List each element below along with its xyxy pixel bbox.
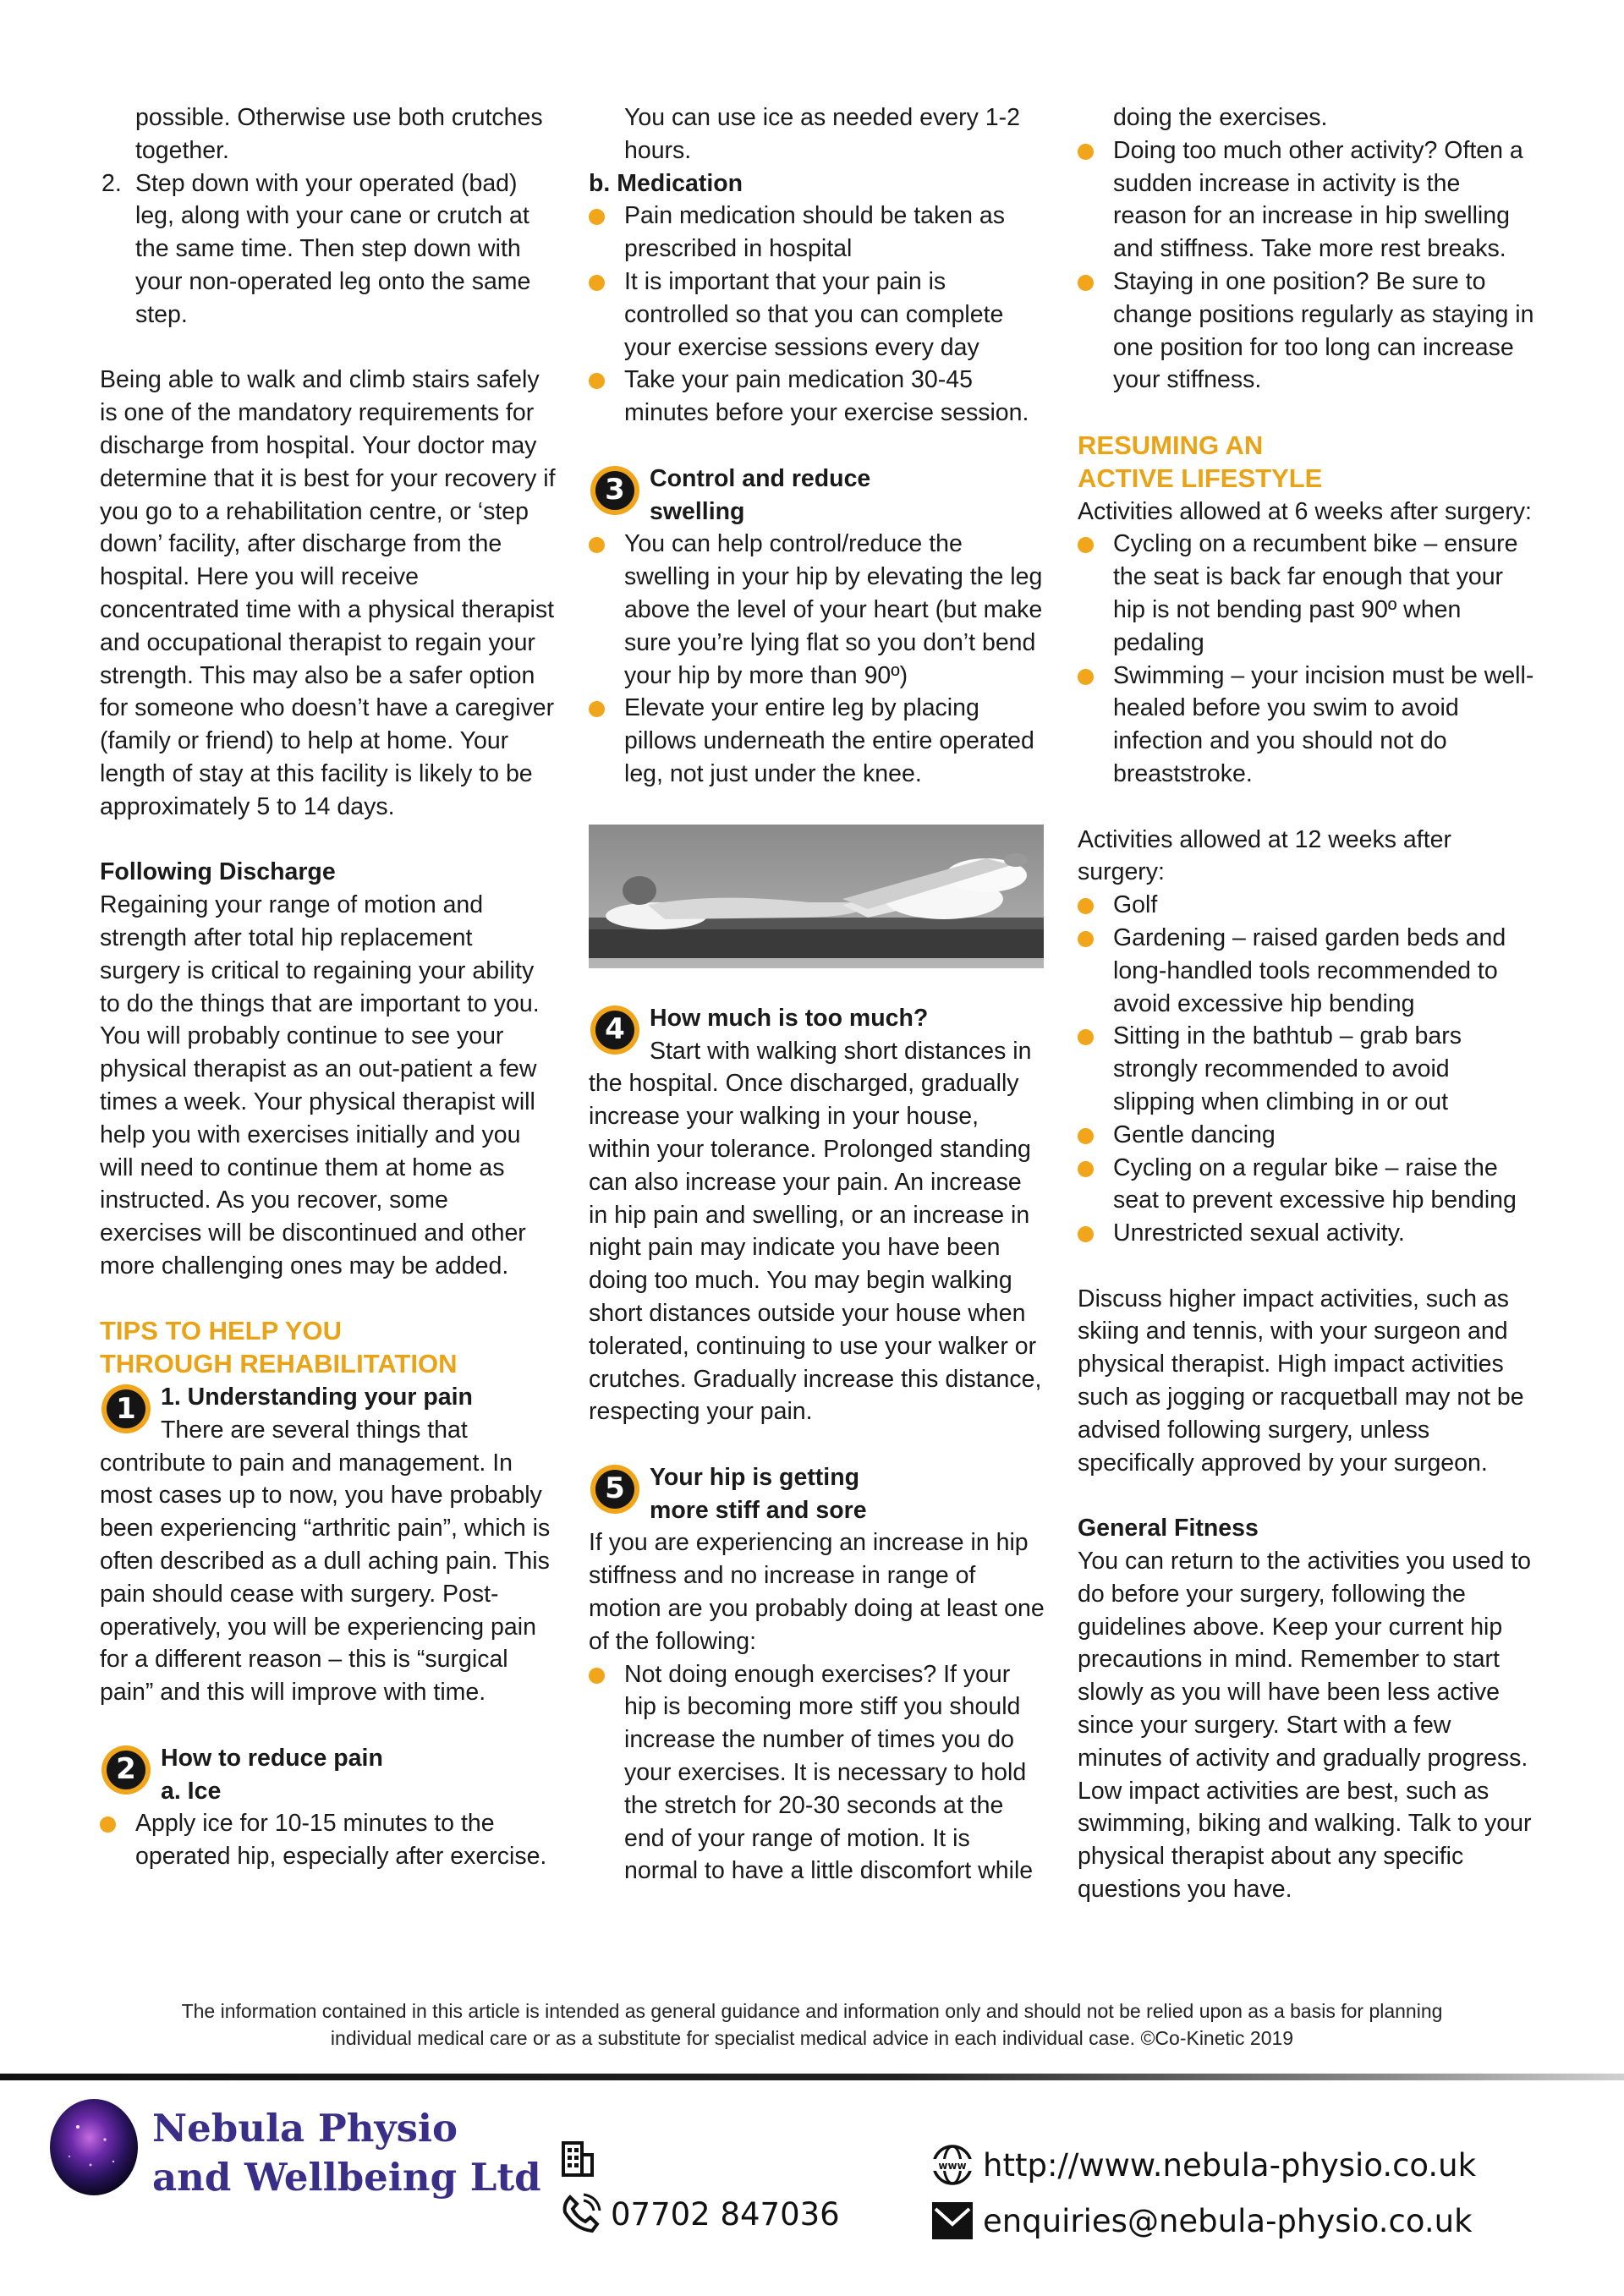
tip-number-icon: 2 xyxy=(102,1745,151,1795)
following-discharge-heading: Following Discharge xyxy=(100,858,336,886)
phone-number[interactable]: 07702 847036 xyxy=(611,2195,840,2233)
stairs-paragraph: Being able to walk and climb stairs safely is one of the mandatory requirements for discharge from hospital. Your doctor may determine that it is best for your recovery if you go to a rehabilitation centre, or ‘step down’ facility, after discharge from the hospital. Here you will receive concentrated time with a physical therapist and occupational therapist to regain your strength. This may also be a safer option for someone who doesn’t have a caregiver (family or friend) to help at home. Your length of stay at this facility is likely to be approximately 5 to 14 days. xyxy=(100,366,556,820)
brand-name: Nebula Physio and Wellbeing Ltd xyxy=(152,2106,541,2200)
general-fitness-text: You can return to the activities you used to do before your surgery, following the guidelines above. Keep your current hip precautions in mind. Remember to start slowly as you will have been less active since your surgery. Start with a few minutes of activity and gradually progress. Low impact activities are best, such as swimming, biking and walking. Talk to your physical therapist about any specific questions you have. xyxy=(1078,1548,1532,1904)
list-item: Unrestricted sexual activity. xyxy=(1078,1217,1534,1250)
email-link[interactable]: enquiries@nebula-physio.co.uk xyxy=(983,2202,1473,2239)
medication-label: b. Medication xyxy=(589,169,743,197)
tip-title: How to reduce pain xyxy=(161,1744,383,1772)
list-item: possible. Otherwise use both crutches together. xyxy=(135,104,543,164)
email-contact xyxy=(930,2199,1473,2243)
globe-icon xyxy=(930,2143,974,2187)
list-item: Swimming – your incision must be well-healed before you swim to avoid infection and you should not do breaststroke. xyxy=(1078,660,1534,791)
following-discharge-text: Regaining your range of motion and strength after total hip replacement surgery is critical to regaining your ability to do the things that are important to you. You will probably continue to see your physical therapist as an out-patient a few times a week. Your physical therapist will help you with exercises initially and you will need to continue them at home as instructed. As you recover, some exercises will be discontinued and other more challenging ones may be added. xyxy=(100,891,540,1280)
ice-continuation: You can use ice as needed every 1-2 hours. xyxy=(624,104,1020,164)
six-weeks-intro: Activities allowed at 6 weeks after surgery: xyxy=(1078,497,1532,525)
tip-title: Your hip is getting xyxy=(650,1463,860,1491)
tip-4: 4 How much is too much? Start with walking short distances in the hospital. Once discharged, gradually increase your walking in your house, within your tolerance. Prolonged standing can also increase your pain. An increase in hip pain and swelling, or an increase in night pain may indicate you have been doing too much. You may begin walking short distances outside your house when tolerated, continuing to use your walker or crutches. Gradually increase this distance, respecting your pain. xyxy=(589,1002,1045,1428)
list-item: Golf xyxy=(1078,889,1534,922)
tip-number-icon: 4 xyxy=(590,1006,639,1055)
list-item: Take your pain medication 30-45 minutes before your exercise session. xyxy=(589,364,1045,430)
building-icon xyxy=(558,2138,595,2178)
list-item: Gardening – raised garden beds and long-handled tools recommended to avoid excessive hip bending xyxy=(1078,922,1534,1020)
nebula-logo-icon xyxy=(44,2097,144,2197)
resuming-title: RESUMING AN ACTIVE LIFESTYLE xyxy=(1078,430,1323,493)
tip-1: 1 1. Understanding your pain There are several things that contribute to pain and management. In most cases up to now, you have probably been experiencing “arthritic pain”, which is often described as a dull aching pain. This pain should cease with surgery. Post-operatively, you will be experiencing pain for a different reason – this is “surgical pain” and this will improve with time. xyxy=(100,1381,557,1709)
tip-title: Control and reduce xyxy=(650,464,871,492)
tip-number-icon: 1 xyxy=(102,1384,151,1433)
tip-text: contribute to pain and management. In most cases up to now, you have probably been experiencing “arthritic pain”, which is often described as a dull aching pain. This pain should cease with surgery. Post-operatively, you will be experiencing pain for a different reason – this is “surgical pain” and this will improve with time. xyxy=(100,1449,551,1707)
website-link[interactable]: http://www.nebula-physio.co.uk xyxy=(983,2146,1477,2184)
list-item: Elevate your entire leg by placing pillows underneath the entire operated leg, not just under the knee. xyxy=(589,692,1045,790)
list-item: Doing too much other activity? Often a sudden increase in activity is the reason for an increase in hip swelling and stiffness. Take more rest breaks. xyxy=(1078,134,1534,266)
list-item: Gentle dancing xyxy=(1078,1119,1534,1152)
list-item: Pain medication should be taken as prescribed in hospital xyxy=(589,200,1045,266)
list-item: Cycling on a regular bike – raise the seat to prevent excessive hip bending xyxy=(1078,1152,1534,1218)
column-2 xyxy=(589,101,1045,1888)
list-item: Staying in one position? Be sure to change positions regularly as staying in one position for too long can increase your stiffness. xyxy=(1078,266,1534,397)
column-1 xyxy=(100,101,557,1873)
general-fitness-heading: General Fitness xyxy=(1078,1515,1259,1543)
high-impact-text: Discuss higher impact activities, such as skiing and tennis, with your surgeon and physical therapist. High impact activities such as jogging or racquetball may not be advised following surgery, unless specifically approved by your surgeon. xyxy=(1078,1285,1524,1477)
leg-elevation-photo xyxy=(589,825,1044,968)
tip-number-icon: 3 xyxy=(590,466,639,515)
list-item: Not doing enough exercises? If your hip is becoming more stiff you should increase the number of times you do your exercises. It is necessary to hold the stretch for 20-30 seconds at the end of your range of motion. It is normal to have a little discomfort while xyxy=(589,1658,1045,1888)
list-item: Cycling on a recumbent bike – ensure the seat is back far enough that your hip is not bending past 90º when pedaling xyxy=(1078,528,1534,659)
phone-icon xyxy=(558,2192,602,2236)
envelope-icon xyxy=(930,2199,974,2243)
medication-list xyxy=(589,200,1045,430)
continuation-text: doing the exercises. xyxy=(1113,104,1328,131)
tip-subtitle: a. Ice xyxy=(161,1777,222,1805)
column-3 xyxy=(1078,101,1534,1906)
website-contact xyxy=(930,2143,1476,2187)
tip-text: If you are experiencing an increase in hip stiffness and no increase in range of motion are you probably doing at least one of the following: xyxy=(589,1529,1045,1655)
twelve-weeks-intro: Activities allowed at 12 weeks after surgery: xyxy=(1078,825,1451,886)
svg-text:www: www xyxy=(938,2160,967,2172)
list-item: Apply ice for 10-15 minutes to the operated hip, especially after exercise. xyxy=(100,1807,557,1873)
tip-5: 5 Your hip is getting more stiff and sore If you are experiencing an increase in hip stiffness and no increase in range of motion are you probably doing at least one of the following: Not doing enough exercises? If your hip is becoming more stiff you should increase the number of times you do your exercises. It is necessary to hold the stretch for 20-30 seconds at the end of your range of motion. It is normal to have a little discomfort while xyxy=(589,1461,1045,1888)
list-item: Sitting in the bathtub – grab bars strongly recommended to avoid slipping when climbing in or out xyxy=(1078,1020,1534,1118)
phone-contact xyxy=(558,2192,840,2236)
tip-2 xyxy=(100,1742,557,1873)
tip-title: How much is too much? xyxy=(650,1004,929,1032)
list-item: You can help control/reduce the swelling in your hip by elevating the leg above the level of your heart (but make sure you’re lying flat so you don’t bend your hip by more than 90º) xyxy=(589,528,1045,692)
stairs-steps-list xyxy=(100,101,557,332)
tip-number-icon: 5 xyxy=(590,1465,639,1514)
tip-title: 1. Understanding your pain xyxy=(161,1384,473,1411)
tip-text: the hospital. Once discharged, gradually increase your walking in your house, within your tolerance. Prolonged standing can also increase your pain. An increase in hip pain and swelling, or an increase in night pain may indicate you have been doing too much. You may begin walking short distances outside your house when tolerated, continuing to use your walker or crutches. Gradually increase this distance, respecting your pain. xyxy=(589,1070,1042,1426)
tips-title: TIPS TO HELP YOU THROUGH REHABILITATION xyxy=(100,1316,458,1379)
list-item: It is important that your pain is controlled so that you can complete your exercise sessions every day xyxy=(589,266,1045,364)
footer-divider xyxy=(0,2074,1624,2080)
list-item: 2. Step down with your operated (bad) leg, along with your cane or crutch at the same time. Then step down with your non-operated leg onto the same step. xyxy=(102,169,531,328)
tip-3: 3 Control and reduce swelling You can help control/reduce the swelling in your hip by elevating the leg above the level of your heart (but make sure you’re lying flat so you don’t bend your hip by more than 90º) Elevate your entire leg by placing pillows underneath the entire operated leg, not just under the knee. xyxy=(589,463,1045,791)
disclaimer: The information contained in this article is intended as general guidance and information only and should not be relied upon as a basis for planning individual medical care or as a substitute for specialist medical advice in each individual case. ©Co-Kinetic 2019 xyxy=(181,2000,1443,2049)
